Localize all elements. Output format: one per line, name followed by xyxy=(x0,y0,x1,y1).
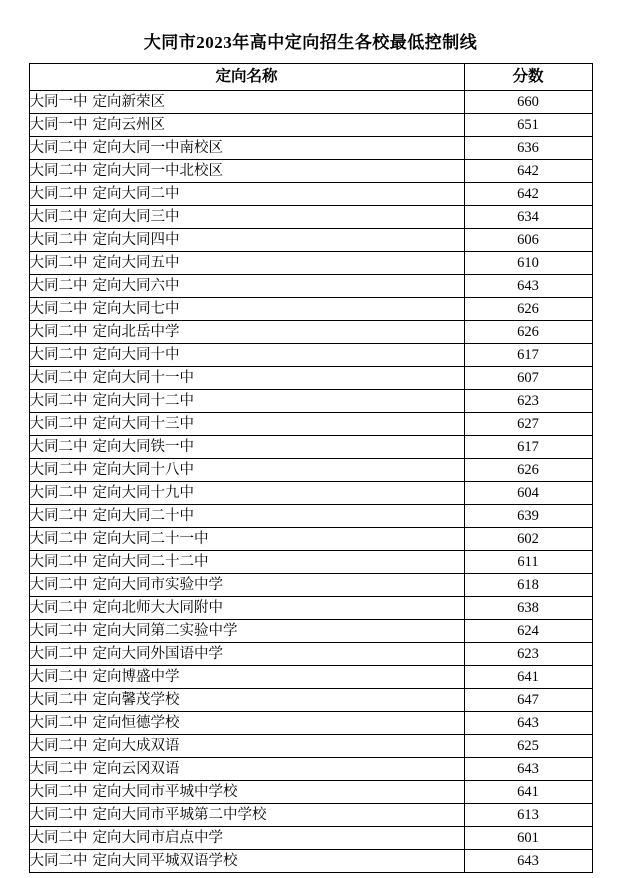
school-label: 大同二中 xyxy=(29,438,88,455)
school-label: 大同二中 xyxy=(29,507,88,524)
target-label: 定向大同七中 xyxy=(92,300,180,317)
cell-score: 618 xyxy=(464,574,592,597)
cell-target-name xyxy=(29,643,464,666)
table-header-row xyxy=(29,64,592,91)
cell-score: 613 xyxy=(464,804,592,827)
target-label: 定向大同一中北校区 xyxy=(92,162,223,179)
cell-target-name xyxy=(29,413,464,436)
school-label: 大同二中 xyxy=(29,484,88,501)
cell-score: 626 xyxy=(464,321,592,344)
table-row xyxy=(29,482,592,505)
target-label: 定向大同二十二中 xyxy=(92,553,209,570)
school-label: 大同二中 xyxy=(29,829,88,846)
school-label: 大同二中 xyxy=(29,576,88,593)
cell-target-name xyxy=(29,160,464,183)
table-row xyxy=(29,574,592,597)
target-label: 定向大同三中 xyxy=(92,208,180,225)
cell-score: 647 xyxy=(464,689,592,712)
table-row xyxy=(29,183,592,206)
school-label: 大同二中 xyxy=(29,783,88,800)
cell-target-name xyxy=(29,712,464,735)
table-row xyxy=(29,298,592,321)
cell-score: 636 xyxy=(464,137,592,160)
school-label: 大同二中 xyxy=(29,668,88,685)
table-row xyxy=(29,505,592,528)
school-label: 大同二中 xyxy=(29,139,88,156)
cell-score: 643 xyxy=(464,712,592,735)
table-row xyxy=(29,413,592,436)
cell-score: 638 xyxy=(464,597,592,620)
table-row xyxy=(29,666,592,689)
cell-score: 642 xyxy=(464,183,592,206)
table-row xyxy=(29,390,592,413)
cell-target-name xyxy=(29,321,464,344)
cell-score: 623 xyxy=(464,643,592,666)
table-row xyxy=(29,597,592,620)
cell-score: 651 xyxy=(464,114,592,137)
school-label: 大同二中 xyxy=(29,185,88,202)
target-label: 定向大同四中 xyxy=(92,231,180,248)
cell-score: 660 xyxy=(464,91,592,114)
target-label: 定向新荣区 xyxy=(92,93,165,110)
cell-score: 601 xyxy=(464,827,592,850)
school-label: 大同二中 xyxy=(29,691,88,708)
table-row xyxy=(29,91,592,114)
target-label: 定向云州区 xyxy=(92,116,165,133)
table-row xyxy=(29,689,592,712)
table-row xyxy=(29,275,592,298)
target-label: 定向大同铁一中 xyxy=(92,438,194,455)
target-label: 定向大同十八中 xyxy=(92,461,194,478)
cell-target-name xyxy=(29,206,464,229)
cell-target-name xyxy=(29,459,464,482)
cell-target-name xyxy=(29,689,464,712)
target-label: 定向大同市平城中学校 xyxy=(92,783,238,800)
cell-target-name xyxy=(29,298,464,321)
table-row xyxy=(29,137,592,160)
table-row xyxy=(29,551,592,574)
cell-score: 643 xyxy=(464,275,592,298)
school-label: 大同二中 xyxy=(29,277,88,294)
cell-score: 626 xyxy=(464,298,592,321)
target-label: 定向大成双语 xyxy=(92,737,180,754)
cell-target-name xyxy=(29,551,464,574)
school-label: 大同二中 xyxy=(29,208,88,225)
cell-score: 624 xyxy=(464,620,592,643)
cell-target-name xyxy=(29,275,464,298)
target-label: 定向馨茂学校 xyxy=(92,691,180,708)
cell-score: 643 xyxy=(464,850,592,873)
table-row xyxy=(29,620,592,643)
cell-target-name xyxy=(29,781,464,804)
school-label: 大同二中 xyxy=(29,530,88,547)
table-row xyxy=(29,321,592,344)
cell-target-name xyxy=(29,137,464,160)
target-label: 定向大同市实验中学 xyxy=(92,576,223,593)
target-label: 定向大同十九中 xyxy=(92,484,194,501)
table-row xyxy=(29,229,592,252)
school-label: 大同二中 xyxy=(29,300,88,317)
school-label: 大同二中 xyxy=(29,415,88,432)
target-label: 定向大同十二中 xyxy=(92,392,194,409)
cell-score: 617 xyxy=(464,436,592,459)
cell-score: 611 xyxy=(464,551,592,574)
cell-target-name xyxy=(29,183,464,206)
cell-score: 606 xyxy=(464,229,592,252)
cell-target-name xyxy=(29,827,464,850)
table-row xyxy=(29,528,592,551)
cell-score: 626 xyxy=(464,459,592,482)
table-row xyxy=(29,367,592,390)
school-label: 大同二中 xyxy=(29,323,88,340)
target-label: 定向大同二十中 xyxy=(92,507,194,524)
cell-target-name xyxy=(29,114,464,137)
cell-score: 623 xyxy=(464,390,592,413)
table-body xyxy=(29,91,592,873)
target-label: 定向云冈双语 xyxy=(92,760,180,777)
cell-score: 639 xyxy=(464,505,592,528)
cell-score: 641 xyxy=(464,666,592,689)
school-label: 大同二中 xyxy=(29,645,88,662)
cell-target-name xyxy=(29,436,464,459)
cell-target-name xyxy=(29,597,464,620)
cell-score: 604 xyxy=(464,482,592,505)
cell-score: 642 xyxy=(464,160,592,183)
school-label: 大同二中 xyxy=(29,369,88,386)
table-row xyxy=(29,758,592,781)
table-row xyxy=(29,252,592,275)
school-label: 大同二中 xyxy=(29,461,88,478)
cell-target-name xyxy=(29,666,464,689)
target-label: 定向大同二中 xyxy=(92,185,180,202)
target-label: 定向大同十一中 xyxy=(92,369,194,386)
table-row xyxy=(29,114,592,137)
target-label: 定向大同六中 xyxy=(92,277,180,294)
target-label: 定向大同平城双语学校 xyxy=(92,852,238,869)
cell-target-name xyxy=(29,344,464,367)
cell-target-name xyxy=(29,252,464,275)
cell-score: 617 xyxy=(464,344,592,367)
cell-target-name xyxy=(29,390,464,413)
cell-score: 610 xyxy=(464,252,592,275)
table-row xyxy=(29,735,592,758)
page-title: 大同市2023年高中定向招生各校最低控制线 xyxy=(143,33,478,52)
table-row xyxy=(29,804,592,827)
cell-target-name xyxy=(29,804,464,827)
table-row xyxy=(29,206,592,229)
target-label: 定向大同外国语中学 xyxy=(92,645,223,662)
target-label: 定向北岳中学 xyxy=(92,323,180,340)
cell-target-name xyxy=(29,620,464,643)
school-label: 大同二中 xyxy=(29,806,88,823)
cell-score: 634 xyxy=(464,206,592,229)
cell-score: 627 xyxy=(464,413,592,436)
target-label: 定向大同二十一中 xyxy=(92,530,209,547)
school-label: 大同二中 xyxy=(29,760,88,777)
school-label: 大同一中 xyxy=(29,93,88,110)
table-row xyxy=(29,459,592,482)
score-table xyxy=(29,63,593,873)
school-label: 大同二中 xyxy=(29,254,88,271)
cell-score: 643 xyxy=(464,758,592,781)
target-label: 定向大同一中南校区 xyxy=(92,139,223,156)
target-label: 定向大同五中 xyxy=(92,254,180,271)
table-row xyxy=(29,160,592,183)
table-row xyxy=(29,850,592,873)
target-label: 定向博盛中学 xyxy=(92,668,180,685)
school-label: 大同二中 xyxy=(29,737,88,754)
school-label: 大同一中 xyxy=(29,116,88,133)
table-row xyxy=(29,712,592,735)
school-label: 大同二中 xyxy=(29,852,88,869)
target-label: 定向恒德学校 xyxy=(92,714,180,731)
cell-target-name xyxy=(29,528,464,551)
school-label: 大同二中 xyxy=(29,392,88,409)
column-header-name: 定向名称 xyxy=(29,64,464,91)
cell-target-name xyxy=(29,735,464,758)
school-label: 大同二中 xyxy=(29,599,88,616)
cell-score: 641 xyxy=(464,781,592,804)
cell-score: 602 xyxy=(464,528,592,551)
cell-target-name xyxy=(29,482,464,505)
target-label: 定向大同市平城第二中学校 xyxy=(92,806,267,823)
cell-target-name xyxy=(29,850,464,873)
table-row xyxy=(29,643,592,666)
cell-score: 607 xyxy=(464,367,592,390)
target-label: 定向大同第二实验中学 xyxy=(92,622,238,639)
cell-target-name xyxy=(29,574,464,597)
school-label: 大同二中 xyxy=(29,346,88,363)
cell-target-name xyxy=(29,758,464,781)
table-row xyxy=(29,436,592,459)
column-header-score: 分数 xyxy=(464,64,592,91)
target-label: 定向大同十中 xyxy=(92,346,180,363)
cell-target-name xyxy=(29,505,464,528)
school-label: 大同二中 xyxy=(29,553,88,570)
target-label: 定向北师大大同附中 xyxy=(92,599,223,616)
school-label: 大同二中 xyxy=(29,162,88,179)
target-label: 定向大同市启点中学 xyxy=(92,829,223,846)
target-label: 定向大同十三中 xyxy=(92,415,194,432)
table-row xyxy=(29,781,592,804)
table-row xyxy=(29,827,592,850)
cell-score: 625 xyxy=(464,735,592,758)
school-label: 大同二中 xyxy=(29,714,88,731)
school-label: 大同二中 xyxy=(29,622,88,639)
cell-target-name xyxy=(29,91,464,114)
school-label: 大同二中 xyxy=(29,231,88,248)
table-row xyxy=(29,344,592,367)
cell-target-name xyxy=(29,367,464,390)
cell-target-name xyxy=(29,229,464,252)
